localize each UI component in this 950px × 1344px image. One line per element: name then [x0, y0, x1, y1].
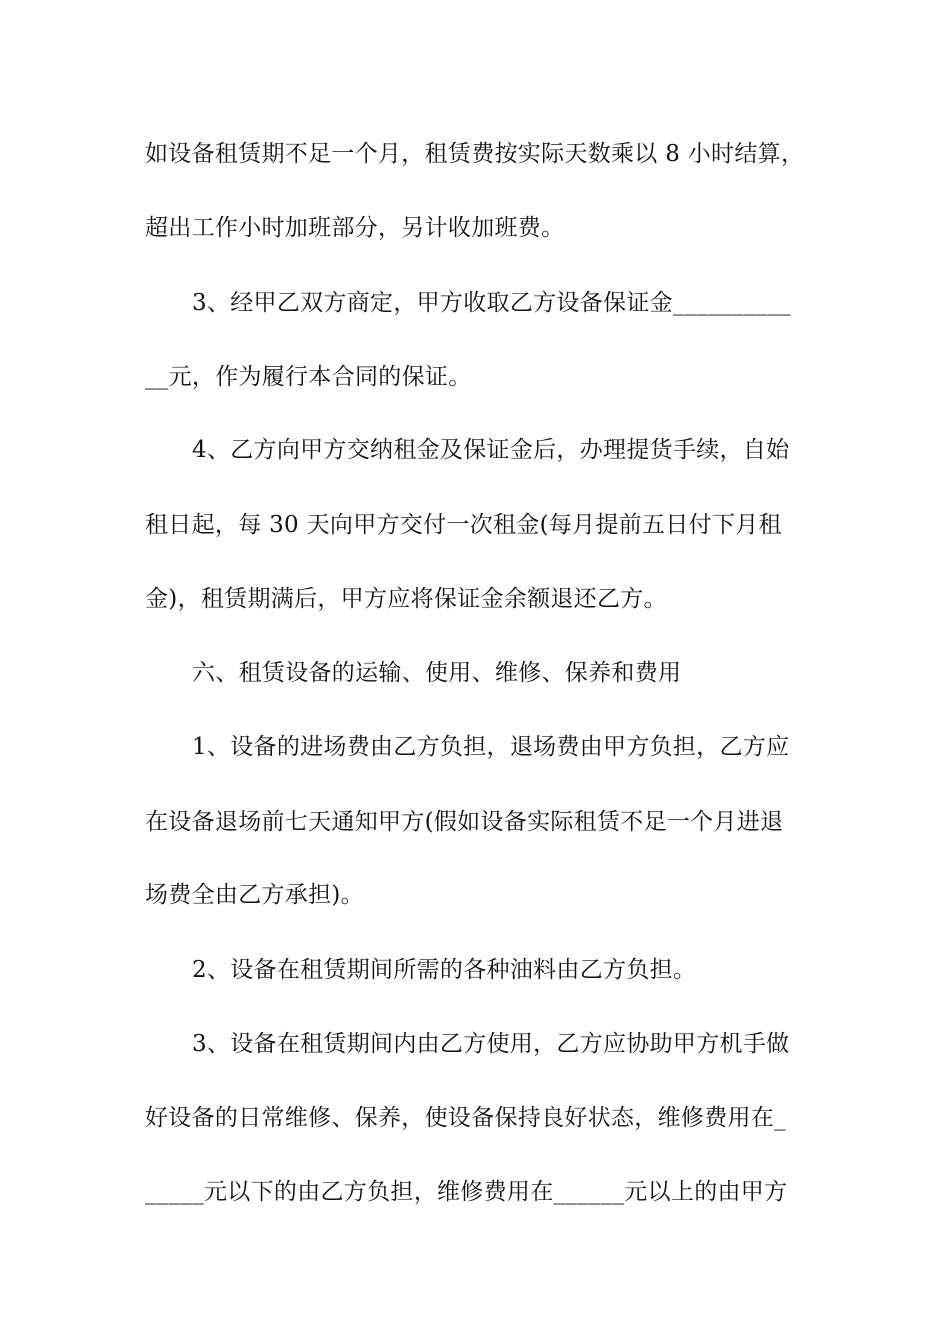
paragraph-line: 3、设备在租赁期间内由乙方使用，乙方应协助甲方机手做 [192, 1031, 790, 1057]
paragraph-line: 好设备的日常维修、保养，使设备保持良好状态，维修费用在_ [145, 1105, 786, 1131]
section-heading: 六、租赁设备的运输、使用、维修、保养和费用 [192, 660, 682, 686]
paragraph-line: 在设备退场前七天通知甲方(假如设备实际租赁不足一个月进退 [145, 809, 784, 835]
paragraph-line: __元，作为履行本合同的保证。 [145, 364, 472, 390]
paragraph-line: _____元以下的由乙方负担，维修费用在______元以上的由甲方 [145, 1179, 788, 1205]
paragraph-line: 金)，租赁期满后，甲方应将保证金余额退还乙方。 [145, 586, 667, 612]
paragraph-line: 场费全由乙方承担)。 [145, 882, 364, 908]
paragraph-line: 1、设备的进场费由乙方负担，退场费由甲方负担，乙方应 [192, 734, 790, 760]
paragraph-line: 4、乙方向甲方交纳租金及保证金后，办理提货手续，自始 [192, 437, 790, 463]
paragraph-line: 如设备租赁期不足一个月，租赁费按实际天数乘以 8 小时结算， [145, 141, 805, 167]
paragraph-line: 2、设备在租赁期间所需的各种油料由乙方负担。 [192, 957, 697, 983]
paragraph-line: 超出工作小时加班部分，另计收加班费。 [145, 215, 565, 241]
paragraph-line: 3、经甲乙双方商定，甲方收取乙方设备保证金__________ [192, 290, 791, 316]
paragraph-line: 租日起，每 30 天向甲方交付一次租金(每月提前五日付下月租 [145, 512, 782, 538]
